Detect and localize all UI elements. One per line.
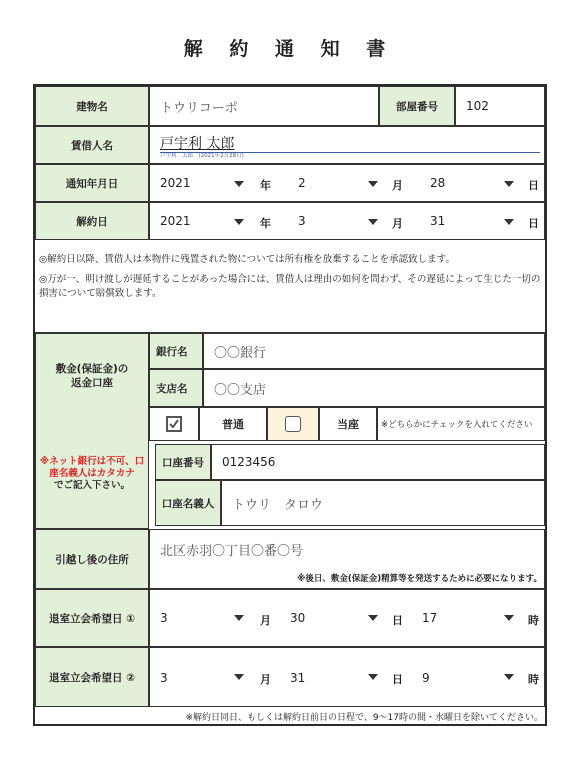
inspection2-month: 3 bbox=[160, 671, 168, 685]
deposit-instruction: でご記入下さい。 bbox=[53, 480, 130, 491]
day-dropdown-icon[interactable] bbox=[504, 219, 514, 225]
day-unit: 日 bbox=[528, 179, 539, 192]
room-number-label: 部屋番号 bbox=[379, 86, 455, 126]
hour-unit: 時 bbox=[528, 673, 539, 686]
tenant-name: 戸宇利 太郎 bbox=[160, 136, 235, 152]
inspection1-month: 3 bbox=[160, 611, 168, 625]
bank-input[interactable]: 〇〇銀行 bbox=[203, 333, 545, 369]
day-dropdown-icon[interactable] bbox=[368, 615, 378, 621]
tenant-field[interactable] bbox=[149, 126, 545, 164]
cancellation-form bbox=[33, 84, 547, 726]
notice-date-label: 通知年月日 bbox=[35, 164, 149, 202]
cancel-month: 3 bbox=[298, 214, 306, 228]
month-unit: 月 bbox=[260, 614, 271, 627]
tenant-label: 賃借人名 bbox=[35, 126, 149, 164]
branch-label: 支店名 bbox=[149, 369, 203, 407]
inspection2-day: 31 bbox=[290, 671, 306, 685]
account-type-note: ※どちらかにチェックを入れてください bbox=[377, 407, 545, 441]
notice-year: 2021 bbox=[160, 176, 191, 190]
room-number-input[interactable]: 102 bbox=[455, 86, 545, 126]
hour-dropdown-icon[interactable] bbox=[504, 615, 514, 621]
day-unit: 日 bbox=[528, 217, 539, 230]
document-title: 解 約 通 知 書 bbox=[183, 38, 396, 60]
month-dropdown-icon[interactable] bbox=[368, 181, 378, 187]
year-dropdown-icon[interactable] bbox=[234, 181, 244, 187]
inspection2-hour: 9 bbox=[422, 671, 430, 685]
building-label: 建物名 bbox=[35, 86, 149, 126]
inspection2-label: 退室立会希望日 ② bbox=[35, 647, 149, 707]
inspection1-hour: 17 bbox=[422, 611, 438, 625]
checkbox-checked-icon bbox=[166, 416, 182, 432]
checkbox-unchecked-icon bbox=[285, 416, 301, 432]
hour-unit: 時 bbox=[528, 614, 539, 627]
day-dropdown-icon[interactable] bbox=[504, 181, 514, 187]
month-dropdown-icon[interactable] bbox=[368, 219, 378, 225]
cancel-date-label: 解約日 bbox=[35, 202, 149, 240]
deposit-warning: ※ネット銀行は不可、口座名義人はカタカナ bbox=[39, 456, 145, 479]
terms-notes bbox=[35, 243, 545, 333]
footer-note: ※解約日同日、もしくは解約日前日の日程で、9～17時の間・水曜日を除いてください。 bbox=[185, 713, 543, 723]
regular-account-checkbox[interactable] bbox=[149, 407, 199, 441]
notice-day: 28 bbox=[430, 176, 446, 190]
account-holder-label: 口座名義人 bbox=[155, 480, 221, 526]
new-address-field[interactable] bbox=[149, 529, 545, 589]
month-unit: 月 bbox=[392, 179, 403, 192]
deposit-label-cell bbox=[35, 333, 149, 529]
tenant-signature-date: 戸宇利 太郎 (2021年2月28日) bbox=[160, 153, 244, 159]
current-account-label: 当座 bbox=[319, 407, 377, 441]
notice-month: 2 bbox=[298, 176, 306, 190]
building-input[interactable]: トウリコーポ bbox=[149, 86, 379, 126]
note-damages: ◎万が一、明け渡しが遅延することがあった場合には、賃借人は理由の如何を問わず、その遅延によって生じた一切の損害について賠償致します。 bbox=[39, 274, 541, 299]
year-unit: 年 bbox=[260, 217, 271, 230]
inspection1-day: 30 bbox=[290, 611, 306, 625]
regular-account-label: 普通 bbox=[199, 407, 267, 441]
day-unit: 日 bbox=[392, 673, 403, 686]
account-holder-input[interactable]: トウリ タロウ bbox=[221, 480, 545, 526]
day-dropdown-icon[interactable] bbox=[368, 674, 378, 680]
hour-dropdown-icon[interactable] bbox=[504, 674, 514, 680]
new-address-note: ※後日、敷金(保証金)精算等を発送するために必要になります。 bbox=[297, 574, 542, 584]
month-unit: 月 bbox=[392, 217, 403, 230]
note-abandonment: ◎解約日以降、賃借人は本物件に残置された物については所有権を放棄することを承認致します。 bbox=[39, 254, 455, 265]
current-account-checkbox[interactable] bbox=[267, 407, 319, 441]
bank-label: 銀行名 bbox=[149, 333, 203, 369]
account-number-label: 口座番号 bbox=[155, 444, 211, 480]
inspection1-label: 退室立会希望日 ① bbox=[35, 589, 149, 647]
deposit-label: 敷金(保証金)の返金口座 bbox=[55, 363, 129, 389]
day-unit: 日 bbox=[392, 614, 403, 627]
new-address-value: 北区赤羽〇丁目〇番〇号 bbox=[160, 544, 304, 559]
month-unit: 月 bbox=[260, 673, 271, 686]
cancel-date-field[interactable] bbox=[149, 202, 545, 240]
notice-date-field[interactable] bbox=[149, 164, 545, 202]
month-dropdown-icon[interactable] bbox=[234, 615, 244, 621]
cancel-day: 31 bbox=[430, 214, 446, 228]
year-unit: 年 bbox=[260, 179, 271, 192]
month-dropdown-icon[interactable] bbox=[234, 674, 244, 680]
branch-input[interactable]: 〇〇支店 bbox=[203, 369, 545, 407]
year-dropdown-icon[interactable] bbox=[234, 219, 244, 225]
tenant-underline bbox=[160, 152, 540, 153]
new-address-label: 引越し後の住所 bbox=[35, 529, 149, 589]
inspection1-field[interactable] bbox=[149, 589, 545, 647]
inspection2-field[interactable] bbox=[149, 647, 545, 707]
account-number-input[interactable]: 0123456 bbox=[211, 444, 545, 480]
cancel-year: 2021 bbox=[160, 214, 191, 228]
